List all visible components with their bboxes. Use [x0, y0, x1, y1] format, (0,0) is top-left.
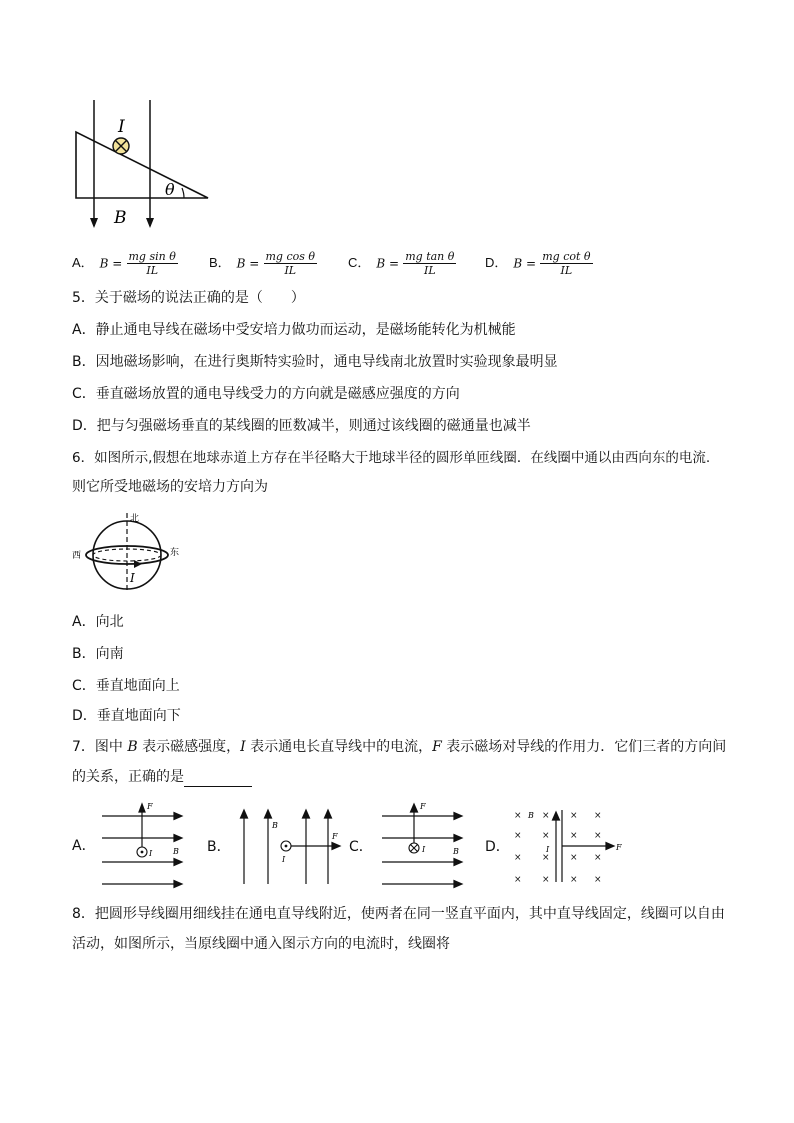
q5-stem: 5．关于磁场的说法正确的是（ ）	[72, 290, 305, 306]
angle-label: θ	[165, 180, 175, 199]
svg-text:B: B	[528, 811, 534, 820]
svg-text:I: I	[282, 855, 286, 864]
east-label: 东	[170, 548, 180, 558]
q7-figure-a	[98, 800, 188, 892]
svg-text:×: ×	[542, 831, 550, 841]
q7-stem-line2: 的关系，正确的是	[72, 767, 252, 787]
q5-option-b[interactable]: B．因地磁场影响，在进行奥斯特实验时，通电导线南北放置时实验现象最明显	[72, 354, 558, 370]
svg-text:×: ×	[514, 831, 522, 841]
q6-option-d[interactable]: D．垂直地面向下	[72, 708, 181, 724]
svg-text:×: ×	[542, 875, 550, 885]
svg-text:×: ×	[570, 831, 578, 841]
svg-text:F: F	[616, 843, 622, 852]
q4-option-b[interactable]: B． B = $\frac{\text{mg cos θ}}{IL}$	[209, 250, 316, 277]
q6-option-c[interactable]: C．垂直地面向上	[72, 678, 180, 694]
answer-blank[interactable]	[184, 770, 252, 787]
formula-fraction: $\frac{\text{mg tan θ}}{IL}$	[405, 250, 455, 277]
svg-text:×: ×	[570, 853, 578, 863]
q7-figure-c	[378, 800, 468, 892]
svg-text:×: ×	[542, 853, 550, 863]
earth-figure	[70, 510, 195, 595]
svg-text:×: ×	[570, 811, 578, 821]
svg-text:I: I	[422, 845, 426, 854]
q4-option-d[interactable]: D． B = $\frac{\text{mg cot θ}}{IL}$	[485, 250, 591, 277]
svg-text:×: ×	[594, 875, 602, 885]
q8-stem-line1: 8．把圆形导线圈用细线挂在通电直导线附近，使两者在同一竖直平面内，其中直导线固定，线圈可以自由	[72, 906, 725, 922]
current-label: I	[118, 117, 125, 137]
svg-text:I: I	[546, 845, 550, 854]
formula-fraction: $\frac{\text{mg sin θ}}{IL}$	[128, 250, 176, 277]
svg-text:B: B	[173, 847, 179, 856]
q6-stem-line1: 6．如图所示,假想在地球赤道上方存在半径略大于地球半径的圆形单匝线圈．在线圈中通以由西向东的电流.	[72, 450, 711, 466]
q5-option-c[interactable]: C．垂直磁场放置的通电导线受力的方向就是磁感应强度的方向	[72, 386, 460, 402]
q7-label-b[interactable]: B．	[207, 839, 231, 855]
svg-text:×: ×	[542, 811, 550, 821]
formula-fraction: $\frac{\text{mg cot θ}}{IL}$	[542, 250, 591, 277]
west-label: 西	[72, 551, 82, 561]
incline-figure	[70, 100, 215, 235]
q5-option-a[interactable]: A．静止通电导线在磁场中受安培力做功而运动，是磁场能转化为机械能	[72, 322, 516, 338]
q5-option-d[interactable]: D．把与匀强磁场垂直的某线圈的匝数减半，则通过该线圈的磁通量也减半	[72, 418, 531, 434]
svg-text:I: I	[149, 849, 153, 858]
svg-text:B: B	[272, 821, 278, 830]
q7-label-c[interactable]: C．	[349, 839, 373, 855]
north-label: 北	[130, 514, 140, 524]
svg-text:B: B	[453, 847, 459, 856]
field-label: B	[114, 208, 127, 228]
svg-text:×: ×	[514, 875, 522, 885]
current-label: I	[130, 571, 135, 585]
svg-text:F: F	[147, 802, 153, 811]
q7-label-a[interactable]: A．	[72, 838, 96, 854]
svg-text:×: ×	[514, 811, 522, 821]
q4-option-a[interactable]: A． B = $\frac{\text{mg sin θ}}{IL}$	[72, 250, 176, 277]
q7-figure-d	[510, 802, 625, 890]
svg-text:×: ×	[514, 853, 522, 863]
q6-option-b[interactable]: B．向南	[72, 646, 124, 662]
formula-fraction: $\frac{\text{mg cos θ}}{IL}$	[265, 250, 316, 277]
q8-stem-line2: 活动，如图所示，当原线圈中通入图示方向的电流时，线圈将	[72, 936, 450, 952]
q7-label-d[interactable]: D．	[485, 839, 510, 855]
q7-figure-b	[232, 808, 347, 888]
q6-option-a[interactable]: A．向北	[72, 614, 124, 630]
svg-text:×: ×	[594, 853, 602, 863]
svg-text:F: F	[420, 802, 426, 811]
svg-text:×: ×	[594, 811, 602, 821]
svg-text:×: ×	[594, 831, 602, 841]
svg-text:×: ×	[570, 875, 578, 885]
q6-stem-line2: 则它所受地磁场的安培力方向为	[72, 479, 268, 495]
q4-option-c[interactable]: C． B = $\frac{\text{mg tan θ}}{IL}$	[348, 250, 455, 277]
svg-text:F: F	[332, 832, 338, 841]
q7-stem-line1: 7．图中 B 表示磁感强度，I 表示通电长直导线中的电流，F 表示磁场对导线的作用力．它们三者的方向间	[72, 739, 727, 755]
